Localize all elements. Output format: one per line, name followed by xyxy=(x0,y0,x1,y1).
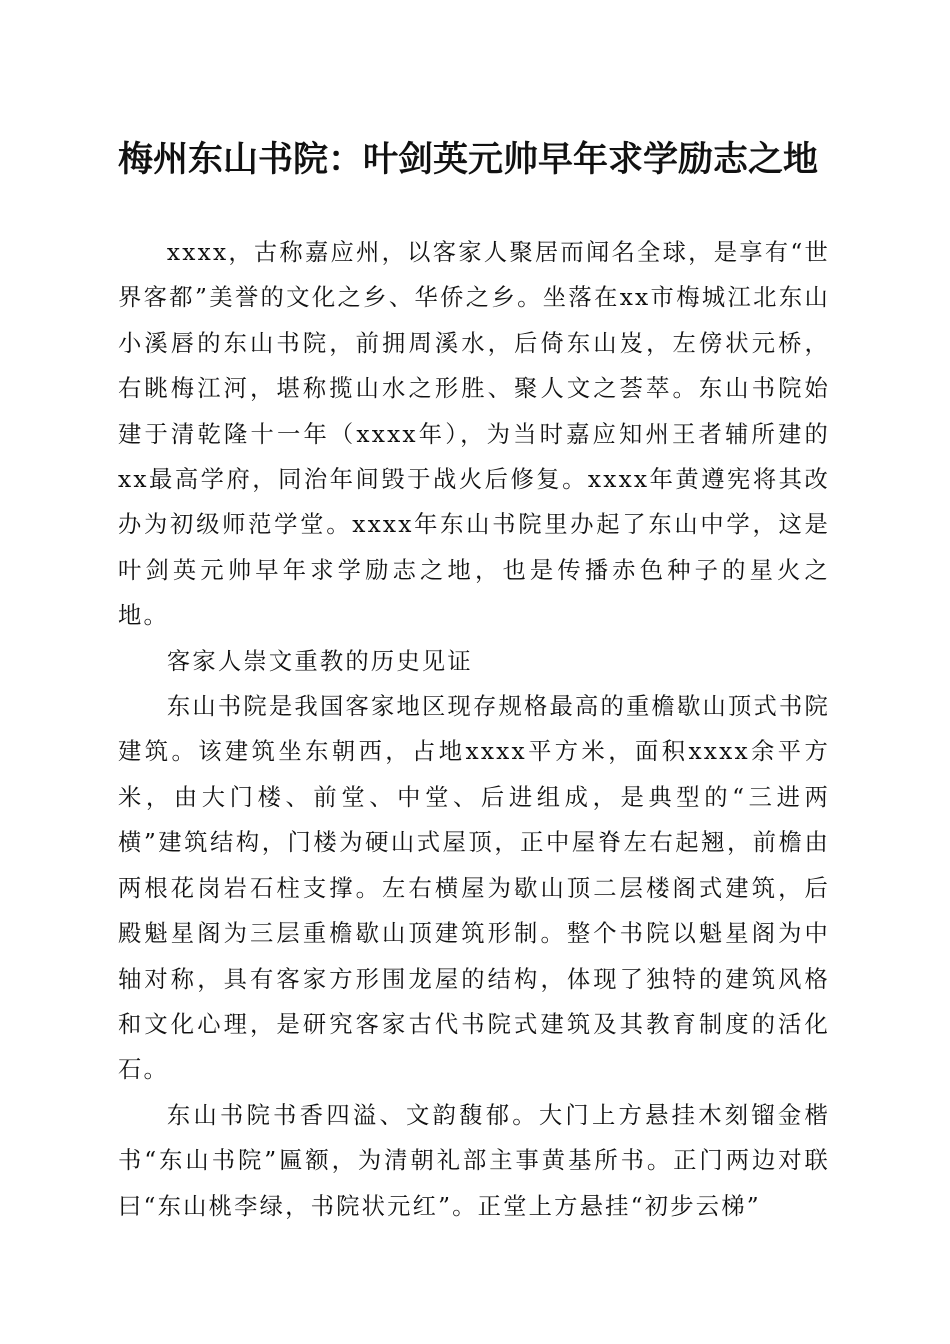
paragraph-intro: xxxx，古称嘉应州，以客家人聚居而闻名全球，是享有“世界客都”美誉的文化之乡、华侨之乡。坐落在xx市梅城江北东山小溪唇的东山书院，前拥周溪水，后倚东山岌，左傍状元桥，右眺梅江河，堪称揽山水之形胜、聚人文之荟萃。东山书院始建于清乾隆十一年（xxxx年），为当时嘉应知州王者辅所建的xx最高学府，同治年间毁于战火后修复。xxxx年黄遵宪将其改办为初级师范学堂。xxxx年东山书院里办起了东山中学，这是叶剑英元帅早年求学励志之地，也是传播赤色种子的星火之地。 xyxy=(118,239,830,630)
section-heading: 客家人崇文重教的历史见证 xyxy=(166,647,473,675)
paragraph-architecture: 东山书院是我国客家地区现存规格最高的重檐歇山顶式书院建筑。该建筑坐东朝西，占地xxxx平方米，面积xxxx余平方米，由大门楼、前堂、中堂、后进组成，是典型的“三进两横”建筑结构，门楼为硬山式屋顶，正中屋脊左右起翘，前檐由两根花岗岩石柱支撑。左右横屋为歇山顶二层楼阁式建筑，后殿魁星阁为三层重檐歇山顶建筑形制。整个书院以魁星阁为中轴对称，具有客家方形围龙屋的结构，体现了独特的建筑风格和文化心理，是研究客家古代书院式建筑及其教育制度的活化石。 xyxy=(118,693,830,1084)
document-body xyxy=(118,230,830,1229)
paragraph-culture: 东山书院书香四溢、文韵馥郁。大门上方悬挂木刻镏金楷书“东山书院”匾额，为清朝礼部主事黄基所书。正门两边对联曰“东山桃李绿，书院状元红”。正堂上方悬挂“初步云梯” xyxy=(118,1101,830,1220)
document-title: 梅州东山书院：叶剑英元帅早年求学励志之地 xyxy=(118,139,819,180)
